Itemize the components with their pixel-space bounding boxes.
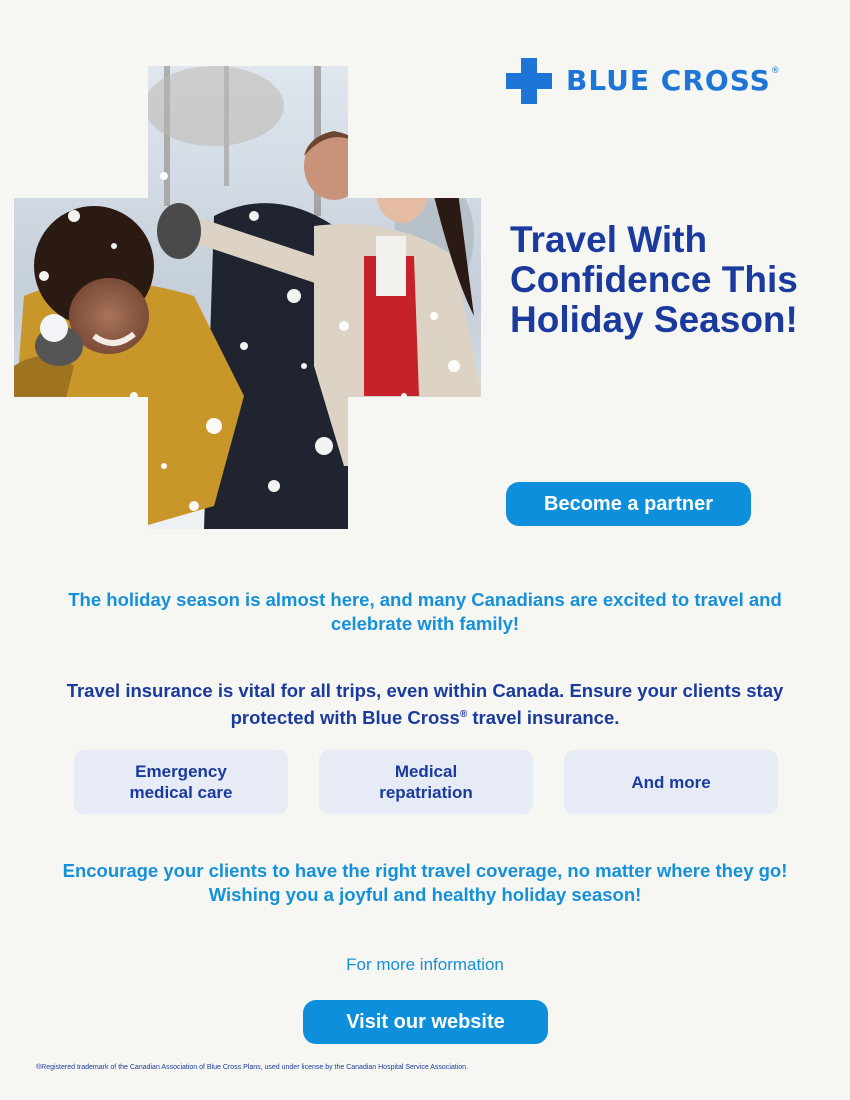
encourage-text: Encourage your clients to have the right travel coverage, no matter where they go! Wishing you a joyful and healthy holiday season! bbox=[62, 860, 788, 905]
feature-medical-repatriation: Medical repatriation bbox=[319, 750, 533, 814]
become-partner-button[interactable]: Become a partner bbox=[506, 482, 751, 526]
hero-headline: Travel With Confidence This Holiday Season! bbox=[510, 219, 798, 340]
visit-website-button[interactable]: Visit our website bbox=[303, 1000, 548, 1044]
travel-insurance-text-end: travel insurance. bbox=[467, 707, 620, 729]
brand-registered-mark: ® bbox=[770, 66, 781, 76]
travel-insurance-text-main: Travel insurance is vital for all trips, even within Canada. Ensure your clients stay protected with Blue Cross bbox=[66, 680, 784, 729]
brand-wordmark bbox=[566, 64, 781, 97]
intro-text: The holiday season is almost here, and many Canadians are excited to travel and celebrate with family! bbox=[68, 589, 782, 634]
registered-mark: ® bbox=[459, 709, 468, 720]
feature-emergency-medical-care: Emergency medical care bbox=[74, 750, 288, 814]
travel-insurance-text bbox=[40, 679, 810, 730]
feature-and-more: And more bbox=[564, 750, 778, 814]
snowball-fight-photo bbox=[14, 66, 481, 529]
more-information-label: For more information bbox=[346, 955, 504, 974]
hero-photo bbox=[14, 66, 481, 529]
brand-name: BLUE CROSS bbox=[566, 64, 771, 97]
blue-cross-icon bbox=[506, 58, 552, 104]
trademark-footnote: ®Registered trademark of the Canadian Association of Blue Cross Plans, used under license by the Canadian Hospital Service Association. bbox=[36, 1064, 469, 1071]
blue-cross-logo bbox=[506, 58, 826, 106]
